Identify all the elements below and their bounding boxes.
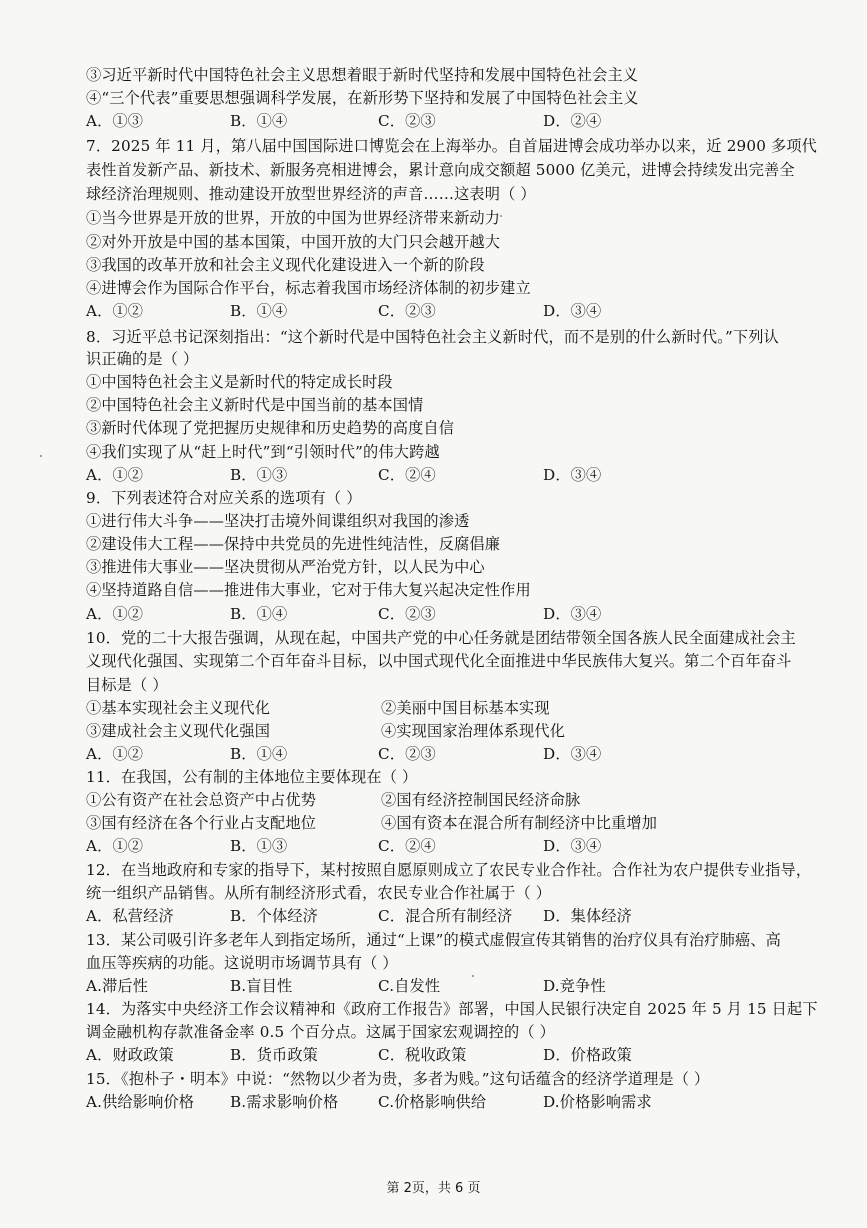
option-item: ②美丽中国目标基本实现 <box>381 699 550 717</box>
text-line: ④进博会作为国际合作平台，标志着我国市场经济体制的初步建立 <box>86 279 531 297</box>
text-line: ④坚持道路自信——推进伟大事业，它对于伟大复兴起决定性作用 <box>86 581 531 599</box>
option-item: B．①④ <box>230 745 288 763</box>
option-item: D．集体经济 <box>543 907 633 925</box>
text-line: 14．为落实中央经济工作会议精神和《政府工作报告》部署，中国人民银行决定自 2025 年 5 月 15 日起下 <box>86 1000 818 1018</box>
option-item: B．货币政策 <box>230 1046 318 1064</box>
option-item: C．②④ <box>378 837 436 855</box>
option-item: ④实现国家治理体系现代化 <box>381 722 566 740</box>
option-item: D．价格政策 <box>543 1046 633 1064</box>
option-item: B．①④ <box>230 605 288 623</box>
text-line: 统一组织产品销售。从所有制经济形式看，农民专业合作社属于（ ） <box>86 884 552 902</box>
text-line: ④我们实现了从“赶上时代”到“引领时代”的伟大跨越 <box>86 443 440 461</box>
option-item: ①公有资产在社会总资产中占优势 <box>86 791 317 809</box>
option-item: C．混合所有制经济 <box>378 907 513 925</box>
option-item: C.价格影响供给 <box>378 1093 487 1111</box>
option-item: D．②④ <box>543 112 602 130</box>
option-item: C．②③ <box>378 112 436 130</box>
option-item: D．③④ <box>543 837 602 855</box>
text-line: ①中国特色社会主义是新时代的特定成长时段 <box>86 373 393 391</box>
text-line: ①当今世界是开放的世界，开放的中国为世界经济带来新动力 <box>86 209 501 227</box>
text-line: 血压等疾病的功能。这说明市场调节具有（ ） <box>86 954 398 972</box>
scan-speck <box>40 455 42 457</box>
text-line: ②中国特色社会主义新时代是中国当前的基本国情 <box>86 396 424 414</box>
text-line: 调金融机构存款准备金率 0.5 个百分点。这属于国家宏观调控的（ ） <box>86 1023 555 1041</box>
option-item: A．财政政策 <box>86 1046 174 1064</box>
text-line: 7．2025 年 11 月，第八届中国国际进口博览会在上海举办。自首届进博会成功举办以来，近 2900 多项代 <box>86 137 817 155</box>
option-item: C．②③ <box>378 745 436 763</box>
option-item: C．②④ <box>378 466 436 484</box>
text-line: 10．党的二十大报告强调，从现在起，中国共产党的中心任务就是团结带领全国各族人民全面建成社会主 <box>86 629 796 647</box>
option-item: C.自发性 <box>378 977 441 995</box>
text-line: 表性首发新产品、新技术、新服务亮相进博会，累计意向成交额超 5000 亿美元，进博会持续发出完善全 <box>86 161 795 179</box>
text-line: ②建设伟大工程——保持中共党员的先进性纯洁性，反腐倡廉 <box>86 535 501 553</box>
option-item: D．③④ <box>543 605 602 623</box>
option-item: A．①② <box>86 466 144 484</box>
text-line: ③新时代体现了党把握历史规律和历史趋势的高度自信 <box>86 419 455 437</box>
text-line: 11．在我国，公有制的主体地位主要体现在（ ） <box>86 768 418 786</box>
option-item: A．①② <box>86 605 144 623</box>
option-item: ③建成社会主义现代化强国 <box>86 722 271 740</box>
option-item: ④国有资本在混合所有制经济中比重增加 <box>381 814 658 832</box>
text-line: ①进行伟大斗争——坚决打击境外间谍组织对我国的渗透 <box>86 512 470 530</box>
text-line: 13．某公司吸引许多老年人到指定场所，通过“上课”的模式虚假宣传其销售的治疗仪具有治疗肺癌、高 <box>86 931 781 949</box>
option-item: B．①④ <box>230 112 288 130</box>
option-item: A.滞后性 <box>86 977 149 995</box>
text-line: 12．在当地政府和专家的指导下，某村按照自愿原则成立了农民专业合作社。合作社为农户提供专业指导， <box>86 861 812 879</box>
text-line: 9．下列表述符合对应关系的选项有（ ） <box>86 489 362 507</box>
option-item: A.供给影响价格 <box>86 1093 195 1111</box>
option-item: ③国有经济在各个行业占支配地位 <box>86 814 317 832</box>
text-line: ④“三个代表”重要思想强调科学发展，在新形势下坚持和发展了中国特色社会主义 <box>86 89 639 107</box>
option-item: B．①④ <box>230 302 288 320</box>
page-footer: 第 2页，共 6 页 <box>386 1181 481 1196</box>
scan-speck <box>472 975 474 977</box>
text-line: 目标是（ ） <box>86 676 168 694</box>
option-item: ②国有经济控制国民经济命脉 <box>381 791 581 809</box>
option-item: C．②③ <box>378 605 436 623</box>
text-line: ②对外开放是中国的基本国策，中国开放的大门只会越开越大 <box>86 233 501 251</box>
option-item: C．税收政策 <box>378 1046 467 1064</box>
option-item: A．私营经济 <box>86 907 174 925</box>
text-line: ③推进伟大事业——坚决贯彻从严治党方针，以人民为中心 <box>86 558 485 576</box>
text-line: 15．《抱朴子・明本》中说：“然物以少者为贵，多者为贱。”这句话蕴含的经济学道理是（ ） <box>86 1070 710 1088</box>
text-line: 识正确的是（ ） <box>86 350 199 368</box>
option-item: B．①③ <box>230 837 288 855</box>
option-item: C．②③ <box>378 302 436 320</box>
text-line: 球经济治理规则、推动建设开放型世界经济的声音……这表明（ ） <box>86 185 536 203</box>
text-line: ③我国的改革开放和社会主义现代化建设进入一个新的阶段 <box>86 256 485 274</box>
option-item: B．个体经济 <box>230 907 318 925</box>
option-item: ①基本实现社会主义现代化 <box>86 699 271 717</box>
option-item: A．①② <box>86 745 144 763</box>
option-item: D．③④ <box>543 745 602 763</box>
option-item: A．①② <box>86 302 144 320</box>
text-line: ③习近平新时代中国特色社会主义思想着眼于新时代坚持和发展中国特色社会主义 <box>86 66 639 84</box>
option-item: D.价格影响需求 <box>543 1093 652 1111</box>
option-item: A．①② <box>86 837 144 855</box>
option-item: D.竞争性 <box>543 977 606 995</box>
option-item: B.盲目性 <box>230 977 293 995</box>
option-item: B.需求影响价格 <box>230 1093 339 1111</box>
scan-speck <box>500 215 502 217</box>
option-item: D．③④ <box>543 466 602 484</box>
option-item: D．③④ <box>543 302 602 320</box>
text-line: 8．习近平总书记深刻指出：“这个新时代是中国特色社会主义新时代，而不是别的什么新时代。”下列认 <box>86 328 779 346</box>
option-item: A．①③ <box>86 112 144 130</box>
option-item: B．①③ <box>230 466 288 484</box>
text-line: 义现代化强国、实现第二个百年奋斗目标，以中国式现代化全面推进中华民族伟大复兴。第二个百年奋斗 <box>86 652 792 670</box>
